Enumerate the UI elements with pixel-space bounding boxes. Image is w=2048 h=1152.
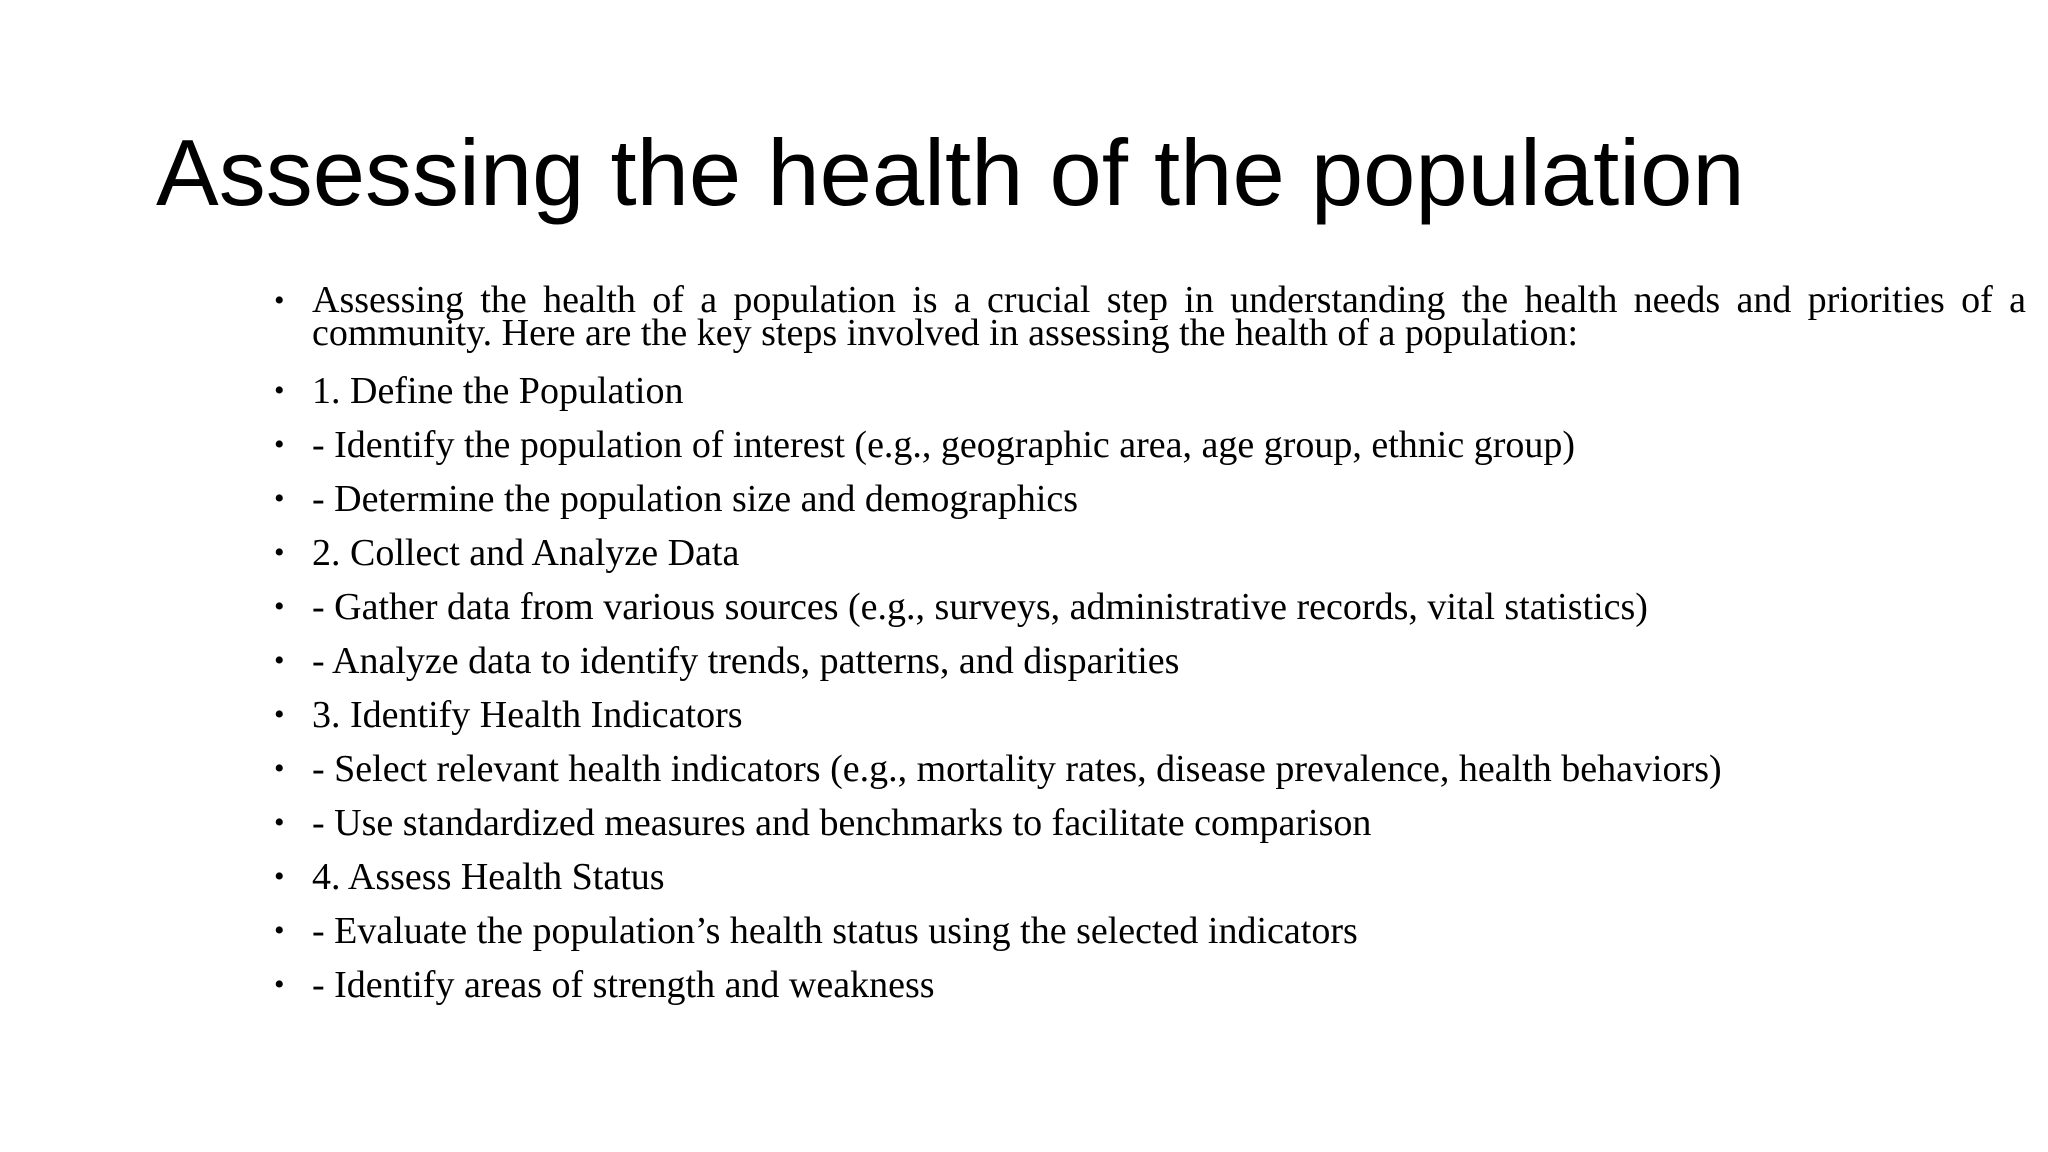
bullet-text: 4. Assess Health Status <box>312 856 665 898</box>
bullet-text: - Determine the population size and demographics <box>312 478 1079 520</box>
bullet-icon: • <box>274 968 285 1001</box>
bullet-icon: • <box>274 806 285 839</box>
bullet-text: - Select relevant health indicators (e.g., mortality rates, disease prevalence, health behaviors) <box>312 748 1722 790</box>
bullet-icon: • <box>274 374 285 407</box>
bullet-icon: • <box>274 698 285 731</box>
bullet-icon: • <box>274 284 285 317</box>
list-item <box>270 418 2026 472</box>
bullet-text: - Evaluate the population’s health status using the selected indicators <box>312 910 1358 952</box>
bullet-icon: • <box>274 914 285 947</box>
list-item <box>270 796 2026 850</box>
bullet-text: - Identify areas of strength and weakness <box>312 964 935 1006</box>
bullet-text: 1. Define the Population <box>312 370 684 412</box>
list-item <box>270 634 2026 688</box>
bullet-text: - Identify the population of interest (e.g., geographic area, age group, ethnic group) <box>312 424 1576 466</box>
list-item <box>270 958 2026 1012</box>
bullet-text: 3. Identify Health Indicators <box>312 694 743 736</box>
bullet-list <box>270 279 2026 1012</box>
list-item <box>270 279 2026 354</box>
bullet-icon: • <box>274 482 285 515</box>
list-item <box>270 742 2026 796</box>
bullet-text: - Gather data from various sources (e.g., surveys, administrative records, vital statistics) <box>312 586 1648 628</box>
bullet-text: Assessing the health of a population is a crucial step in understanding the health needs and priorities of a community. Here are the key steps involved in assessing the health of a population: <box>312 279 2026 354</box>
bullet-icon: • <box>274 536 285 569</box>
list-item <box>270 472 2026 526</box>
bullet-icon: • <box>274 644 285 677</box>
list-item <box>270 526 2026 580</box>
list-item <box>270 904 2026 958</box>
list-item <box>270 364 2026 418</box>
bullet-text: 2. Collect and Analyze Data <box>312 532 740 574</box>
slide-title: Assessing the health of the population <box>156 120 1745 225</box>
list-item <box>270 580 2026 634</box>
bullet-text: - Analyze data to identify trends, patterns, and disparities <box>312 640 1180 682</box>
list-item <box>270 688 2026 742</box>
bullet-icon: • <box>274 428 285 461</box>
bullet-icon: • <box>274 860 285 893</box>
bullet-icon: • <box>274 590 285 623</box>
list-item <box>270 850 2026 904</box>
bullet-text: - Use standardized measures and benchmarks to facilitate comparison <box>312 802 1372 844</box>
bullet-icon: • <box>274 752 285 785</box>
